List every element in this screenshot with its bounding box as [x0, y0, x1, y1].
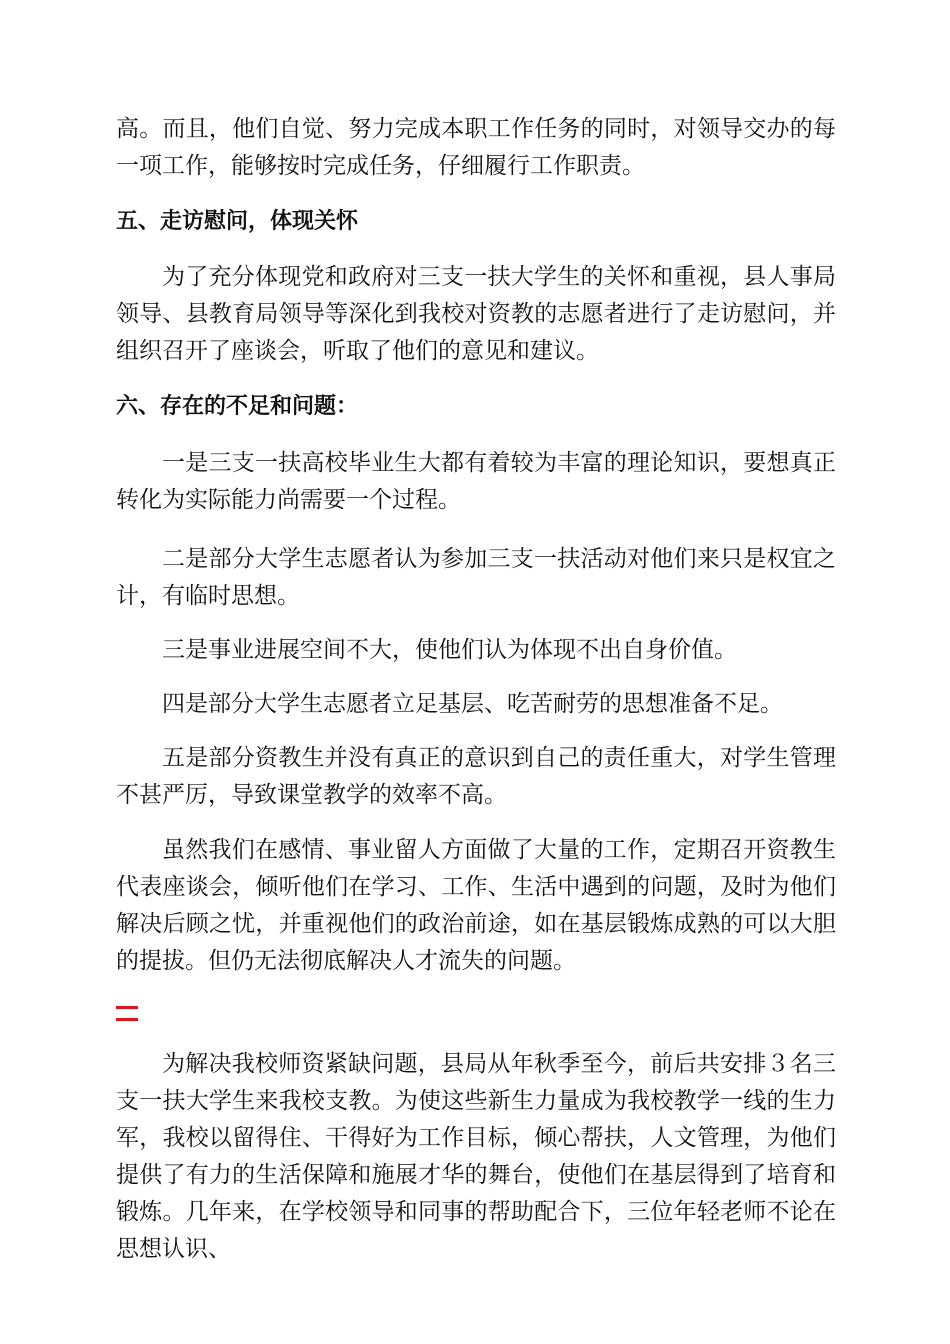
paragraph-summary: 虽然我们在感情、事业留人方面做了大量的工作，定期召开资教生代表座谈会，倾听他们在学习、工作、生活中遇到的问题，及时为他们解决后顾之忧，并重视他们的政治前途，如在基层锻炼成熟的可以大胆的提拔。但仍无法彻底解决人才流失的问题。: [116, 837, 836, 974]
paragraph-problem-4: 四是部分大学生志愿者立足基层、吃苦耐劳的思想准备不足。: [162, 691, 783, 717]
paragraph-visit: 为了充分体现党和政府对三支一扶大学生的关怀和重视，县人事局领导、县教育局领导等深化到我校对资教的志愿者进行了走访慰问，并组织召开了座谈会，听取了他们的意见和建议。: [116, 264, 836, 364]
paragraph-problem-1: 一是三支一扶高校毕业生大都有着较为丰富的理论知识，要想真正转化为实际能力尚需要一个过程。: [116, 450, 836, 513]
section-heading-6: 六、存在的不足和问题：: [116, 394, 359, 419]
paragraph-problem-5: 五是部分资教生并没有真正的意识到自己的责任重大，对学生管理不甚严厉，导致课堂教学的效率不高。: [116, 745, 836, 808]
section-marker-two: [116, 1004, 138, 1022]
paragraph-problem-3: 三是事业进展空间不大，使他们认为体现不出自身价值。: [162, 637, 737, 663]
paragraph-volunteers: 为解决我校师资紧缺问题，县局从年秋季至今，前后共安排３名三支一扶大学生来我校支教。为使这些新生力量成为我校教学一线的生力军，我校以留得住、干得好为工作目标，倾心帮扶，人文管理，为他们提供了有力的生活保障和施展才华的舞台，使他们在基层得到了培育和锻炼。几年来，在学校领导和同事的帮助配合下，三位年轻老师不论在思想认识、: [116, 1051, 836, 1262]
paragraph-problem-2: 二是部分大学生志愿者认为参加三支一扶活动对他们来只是权宜之计，有临时思想。: [116, 546, 836, 609]
paragraph-continuation: 高。而且，他们自觉、努力完成本职工作任务的同时，对领导交办的每一项工作，能够按时完成任务，仔细履行工作职责。: [116, 116, 836, 179]
section-heading-5: 五、走访慰问，体现关怀: [116, 209, 359, 234]
